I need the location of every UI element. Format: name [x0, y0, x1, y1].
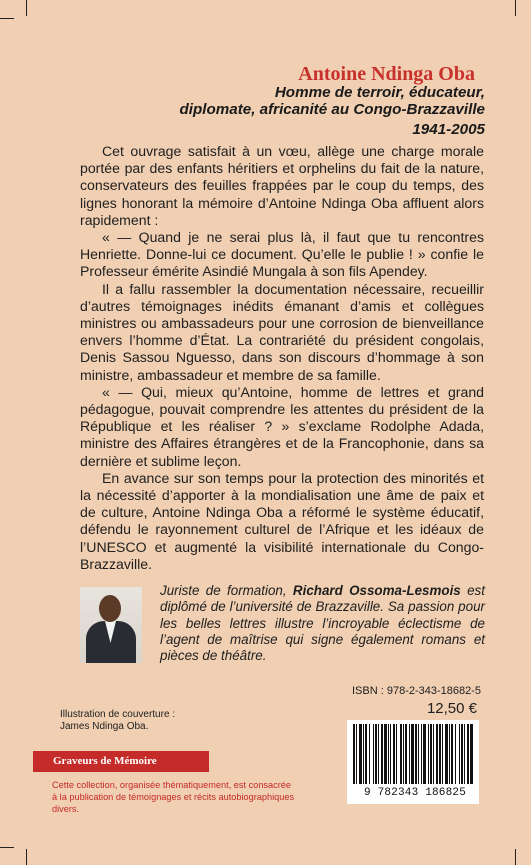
barcode-bar [442, 724, 443, 784]
barcode-bar [459, 724, 460, 784]
collection-description-line-1: Cette collection, organisée thématiquement, est consacrée [52, 780, 292, 790]
author-photo [80, 587, 142, 663]
barcode-bar [388, 724, 389, 784]
collection-description-line-2: à la publication de témoignages et récits autobiographiques divers. [52, 792, 295, 814]
isbn: ISBN : 978-2-343-18682-5 [352, 685, 482, 697]
blurb-paragraph: « — Quand je ne serai plus là, il faut que tu rencontres Henriette. Donne-lui ce document. Qu’elle le publie ! » confie le Professeur émérite Asindié Mungala à son fils Apendey. [80, 229, 484, 280]
barcode-bar [403, 724, 404, 784]
barcode-bar [430, 724, 432, 784]
barcode-bar [396, 724, 397, 784]
book-subtitle [65, 85, 485, 118]
subtitle-line-2: diplomate, africanité au Congo-Brazzaville [179, 100, 485, 118]
barcode-number: 9 782343 186825 [363, 787, 467, 799]
barcode-bar [428, 724, 429, 784]
barcode [347, 720, 479, 804]
crop-mark-bottom-left-h [0, 847, 14, 848]
author-name: Richard Ossoma-Lesmois [292, 583, 461, 598]
barcode-bar [373, 724, 374, 784]
barcode-bar [436, 724, 438, 784]
price: 12,50 € [426, 700, 477, 717]
author-bio-intro: Juriste de formation, [160, 583, 293, 598]
barcode-bar [378, 724, 379, 784]
crop-mark-bottom-left [26, 849, 27, 865]
barcode-bar [415, 724, 417, 784]
barcode-bar [359, 724, 362, 784]
collection-banner: Graveurs de Mémoire [33, 751, 209, 772]
barcode-bar [400, 724, 402, 784]
barcode-bar [421, 724, 422, 784]
barcode-bar [409, 724, 410, 784]
barcode-bar [445, 724, 448, 784]
barcode-bar [369, 724, 370, 784]
barcode-bar [405, 724, 407, 784]
author-photo-head [99, 595, 121, 622]
barcode-bar [467, 724, 469, 784]
barcode-bar [381, 724, 383, 784]
barcode-bar [449, 724, 450, 784]
illustration-label: Illustration de couverture : [60, 709, 176, 720]
blurb-paragraph: Cet ouvrage satisfait à un vœu, allège une charge morale portée par des enfants héritiers et orphelins du fait de la nature, conservateurs des feuilles frappées par le coup du temps, des lignes honorant la mémoire d’Antoine Ndinga Oba affluent alors rapidement : [80, 143, 484, 228]
author-bio [160, 583, 485, 664]
barcode-bar [365, 724, 367, 784]
crop-mark-top-left [26, 0, 27, 16]
crop-mark-top-right [515, 0, 516, 16]
barcode-bar [433, 724, 434, 784]
blurb [80, 143, 484, 573]
barcode-bar [461, 724, 463, 784]
barcode-bar [390, 724, 391, 784]
barcode-bar [451, 724, 453, 784]
barcode-bars [351, 724, 475, 786]
book-title: Antoine Ndinga Oba [298, 63, 475, 85]
barcode-bar [439, 724, 441, 784]
barcode-bar [384, 724, 387, 784]
blurb-paragraph: « — Qui, mieux qu’Antoine, homme de lettres et grand pédagogue, pouvait comprendre les attentes du président de la République et les réaliser ? » s’exclame Rodolphe Adada, ministre des Affaires étrangères et de la Francophonie, dans sa dernière et sublime leçon. [80, 383, 484, 469]
barcode-bar [455, 724, 456, 784]
barcode-bar [470, 724, 473, 784]
barcode-bar [418, 724, 419, 784]
collection-description [52, 779, 322, 815]
subtitle-line-1: Homme de terroir, éducateur, [274, 84, 485, 101]
author-bio-text: est diplômé de l’université de Brazzaville. Sa passion pour les belles lettres illustre l’incroyable éclectisme de l’agent de maîtrise qui signe également romans et pièces de théâtre. [160, 583, 485, 664]
illustration-credit [60, 709, 175, 733]
barcode-bar [464, 724, 465, 784]
barcode-bar [423, 724, 426, 784]
barcode-bar [356, 724, 357, 784]
barcode-bar [393, 724, 395, 784]
barcode-bar [363, 724, 364, 784]
illustration-artist: James Ndinga Oba. [60, 721, 149, 732]
blurb-paragraph: Il a fallu rassembler la documentation nécessaire, recueillir d’autres témoignages inédits émanant d’amis et collègues ministres ou ambassadeurs pour une corrosion de bienveillance envers l’homme d’État. La contrariété du président congolais, Denis Sassou Nguesso, dans son discours d’hommage à son ministre, ambassadeur et membre de sa famille. [80, 280, 484, 383]
crop-mark-bottom-right [515, 849, 516, 865]
barcode-bar [353, 724, 355, 784]
barcode-bar [411, 724, 414, 784]
life-dates: 1941-2005 [412, 121, 485, 138]
barcode-bar [375, 724, 377, 784]
crop-mark-left [0, 18, 14, 19]
blurb-paragraph: En avance sur son temps pour la protection des minorités et la nécessité d’apporter à la mondialisation une âme de paix et de culture, Antoine Ndinga Oba a réformé le système éducatif, défendu le rayonnement culturel de l’Afrique et les idéaux de l’UNESCO et augmenté la visibilité internationale du Congo-Brazzaville. [80, 469, 484, 572]
